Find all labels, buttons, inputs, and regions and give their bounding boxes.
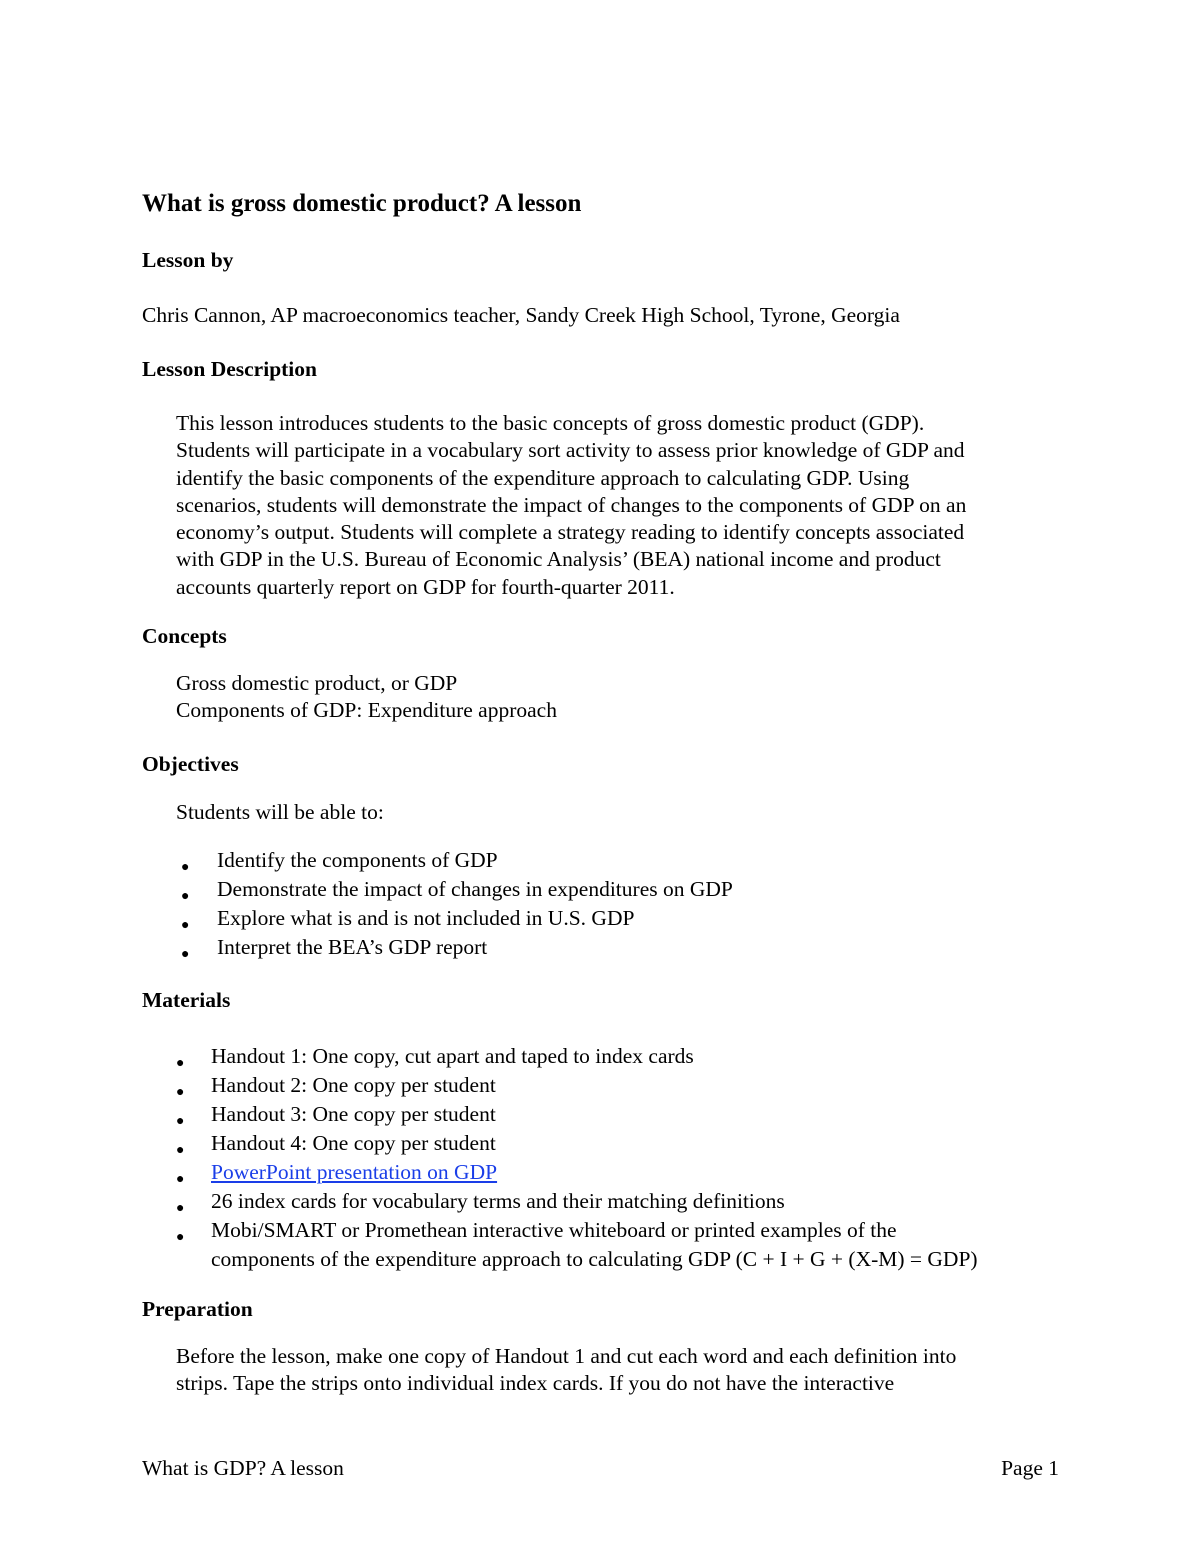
preparation-paragraph (176, 1343, 1076, 1398)
material-line: components of the expenditure approach to calculating GDP (C + I + G + (X-M) = GDP) (211, 1247, 978, 1271)
concepts-heading: Concepts (142, 624, 227, 648)
lesson-description-paragraph (176, 410, 1076, 601)
concept-item: Components of GDP: Expenditure approach (176, 698, 557, 723)
bullet-icon: ● (181, 860, 190, 875)
preparation-line: strips. Tape the strips onto individual index cards. If you do not have the interactive (176, 1371, 895, 1396)
bullet-icon: ● (176, 1085, 185, 1100)
objectives-heading: Objectives (142, 752, 239, 776)
concept-item: Gross domestic product, or GDP (176, 671, 458, 695)
material-item: ● Handout 3: One copy per student (211, 1100, 978, 1129)
description-line: accounts quarterly report on GDP for fourth-quarter 2011. (176, 574, 675, 599)
lesson-by-heading: Lesson by (142, 248, 234, 272)
bullet-icon: ● (176, 1172, 185, 1187)
preparation-heading: Preparation (142, 1297, 253, 1321)
material-item (176, 1216, 978, 1274)
objectives-list (181, 846, 733, 962)
materials-heading: Materials (142, 988, 231, 1012)
footer-title: What is GDP? A lesson (142, 1456, 344, 1480)
material-item (176, 1158, 978, 1187)
objective-item: ● Demonstrate the impact of changes in expenditures on GDP (217, 875, 733, 904)
description-line: Students will participate in a vocabulary sort activity to assess prior knowledge of GDP and (176, 438, 965, 463)
description-line: scenarios, students will demonstrate the impact of changes to the components of GDP on an (176, 492, 967, 517)
bullet-icon: ● (176, 1201, 185, 1216)
bullet-icon: ● (181, 918, 190, 933)
author-line: Chris Cannon, AP macroeconomics teacher, Sandy Creek High School, Tyrone, Georgia (142, 303, 900, 327)
material-item: ● Handout 2: One copy per student (211, 1071, 978, 1100)
objective-item: ● Identify the components of GDP (217, 846, 733, 875)
preparation-line: Before the lesson, make one copy of Handout 1 and cut each word and each definition into (176, 1344, 957, 1368)
bullet-icon: ● (176, 1114, 185, 1129)
bullet-icon: ● (181, 947, 190, 962)
objectives-intro: Students will be able to: (176, 800, 384, 824)
bullet-icon: ● (176, 1143, 185, 1158)
description-line: with GDP in the U.S. Bureau of Economic Analysis’ (BEA) national income and product (176, 547, 941, 572)
concepts-list (176, 670, 1076, 725)
bullet-icon: ● (181, 889, 190, 904)
footer-page-number: Page 1 (1001, 1456, 1059, 1480)
materials-list (176, 1042, 978, 1274)
material-line: Mobi/SMART or Promethean interactive whiteboard or printed examples of the (211, 1218, 897, 1242)
material-item: ● Handout 4: One copy per student (211, 1129, 978, 1158)
objective-item: ● Interpret the BEA’s GDP report (217, 933, 733, 962)
material-item: ● Handout 1: One copy, cut apart and taped to index cards (211, 1042, 978, 1071)
objective-item: ● Explore what is and is not included in U.S. GDP (217, 904, 733, 933)
description-line: identify the basic components of the expenditure approach to calculating GDP. Using (176, 465, 910, 490)
document-title: What is gross domestic product? A lesson (142, 190, 582, 217)
bullet-icon: ● (176, 1056, 185, 1071)
lesson-description-heading: Lesson Description (142, 357, 317, 381)
material-item: ● 26 index cards for vocabulary terms and their matching definitions (211, 1187, 978, 1216)
description-line: This lesson introduces students to the basic concepts of gross domestic product (GDP). (176, 411, 925, 435)
description-line: economy’s output. Students will complete a strategy reading to identify concepts associated (176, 520, 965, 545)
powerpoint-link[interactable]: PowerPoint presentation on GDP (211, 1160, 498, 1184)
bullet-icon: ● (176, 1230, 185, 1245)
